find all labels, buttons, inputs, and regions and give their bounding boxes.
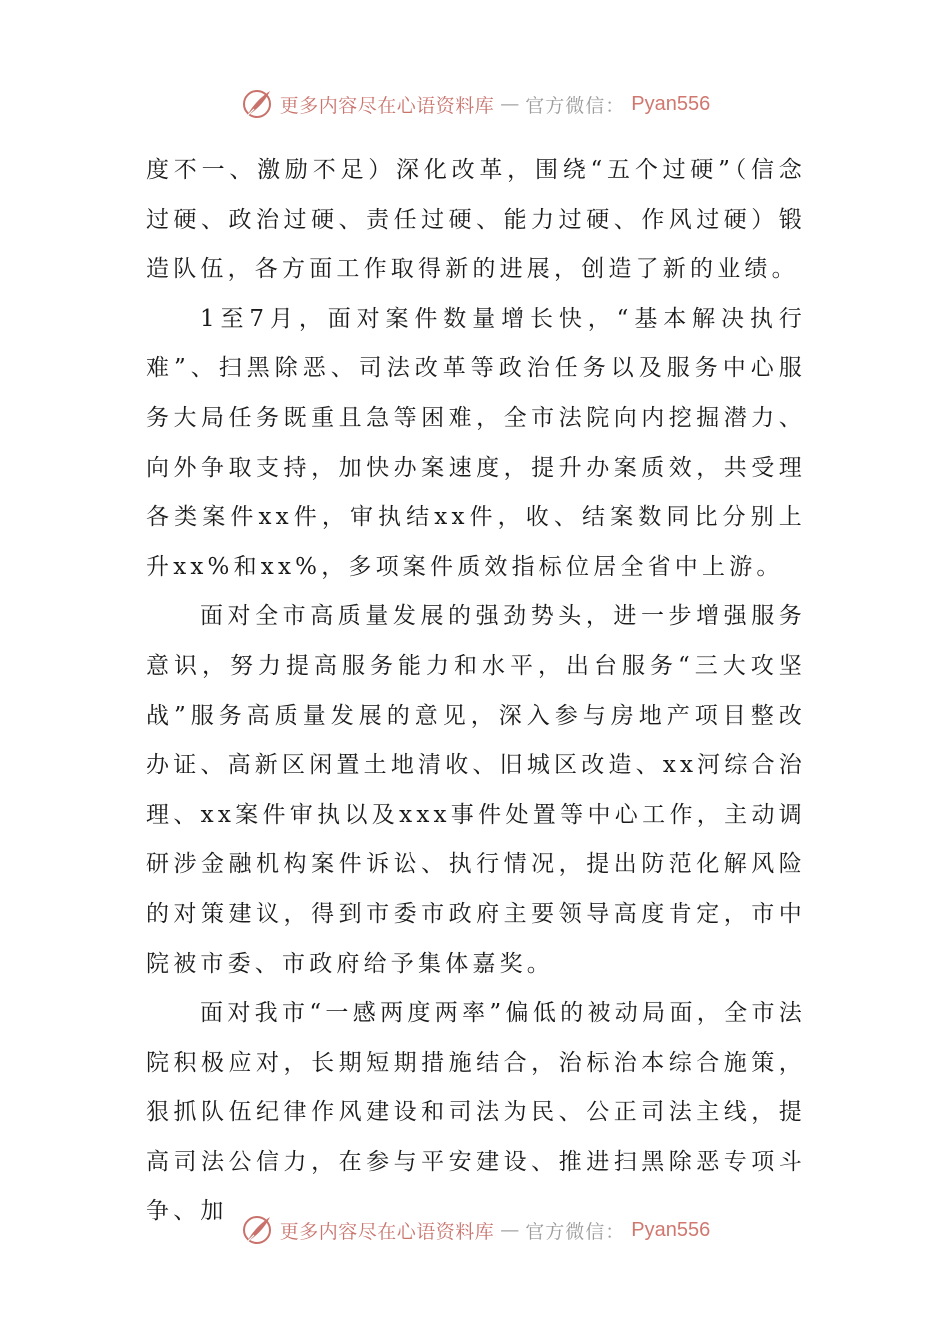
watermark-handle: Pyan556 (631, 1218, 711, 1241)
watermark-handle: Pyan556 (631, 92, 711, 115)
paragraph-1: 度不一、激励不足）深化改革，围绕“五个过硬”（信念过硬、政治过硬、责任过硬、能力过硬、作风过硬）锻造队伍，各方面工作取得新的进展，创造了新的业绩。 (146, 157, 806, 283)
paragraph-4: 面对我市“一感两度两率”偏低的被动局面，全市法院积极应对，长期短期措施结合，治标治本综合施策，狠抓队伍纪律作风建设和司法为民、公正司法主线，提高司法公信力，在参与平安建设、推进扫黑除恶专项斗争、加 (146, 1000, 806, 1225)
watermark-separator: — (500, 93, 520, 115)
watermark-header (0, 84, 950, 124)
watermark-footer (0, 1210, 950, 1250)
watermark-label: 官方微信： (525, 1220, 626, 1243)
watermark-label: 官方微信： (525, 94, 626, 117)
watermark-main-text: 更多内容尽在心语资料库 (279, 94, 495, 117)
paragraph-2: 1至7月，面对案件数量增长快，“基本解决执行难”、扫黑除恶、司法改革等政治任务以及服务中心服务大局任务既重且急等困难，全市法院向内挖掘潜力、向外争取支持，加快办案速度，提升办案质效，共受理各类案件xx件，审执结xx件，收、结案数同比分别上升xx%和xx%，多项案件质效指标位居全省中上游。 (146, 305, 806, 580)
quill-logo-icon (240, 87, 274, 121)
document-body (146, 146, 806, 1237)
watermark-separator: — (500, 1219, 520, 1241)
watermark-main-text: 更多内容尽在心语资料库 (279, 1220, 495, 1243)
paragraph-3: 面对全市高质量发展的强劲势头，进一步增强服务意识，努力提高服务能力和水平，出台服务“三大攻坚战”服务高质量发展的意见，深入参与房地产项目整改办证、高新区闲置土地清收、旧城区改造、xx河综合治理、xx案件审执以及xxx事件处置等中心工作，主动调研涉金融机构案件诉讼、执行情况，提出防范化解风险的对策建议，得到市委市政府主要领导高度肯定，市中院被市委、市政府给予集体嘉奖。 (146, 603, 806, 977)
quill-logo-icon (240, 1213, 274, 1247)
